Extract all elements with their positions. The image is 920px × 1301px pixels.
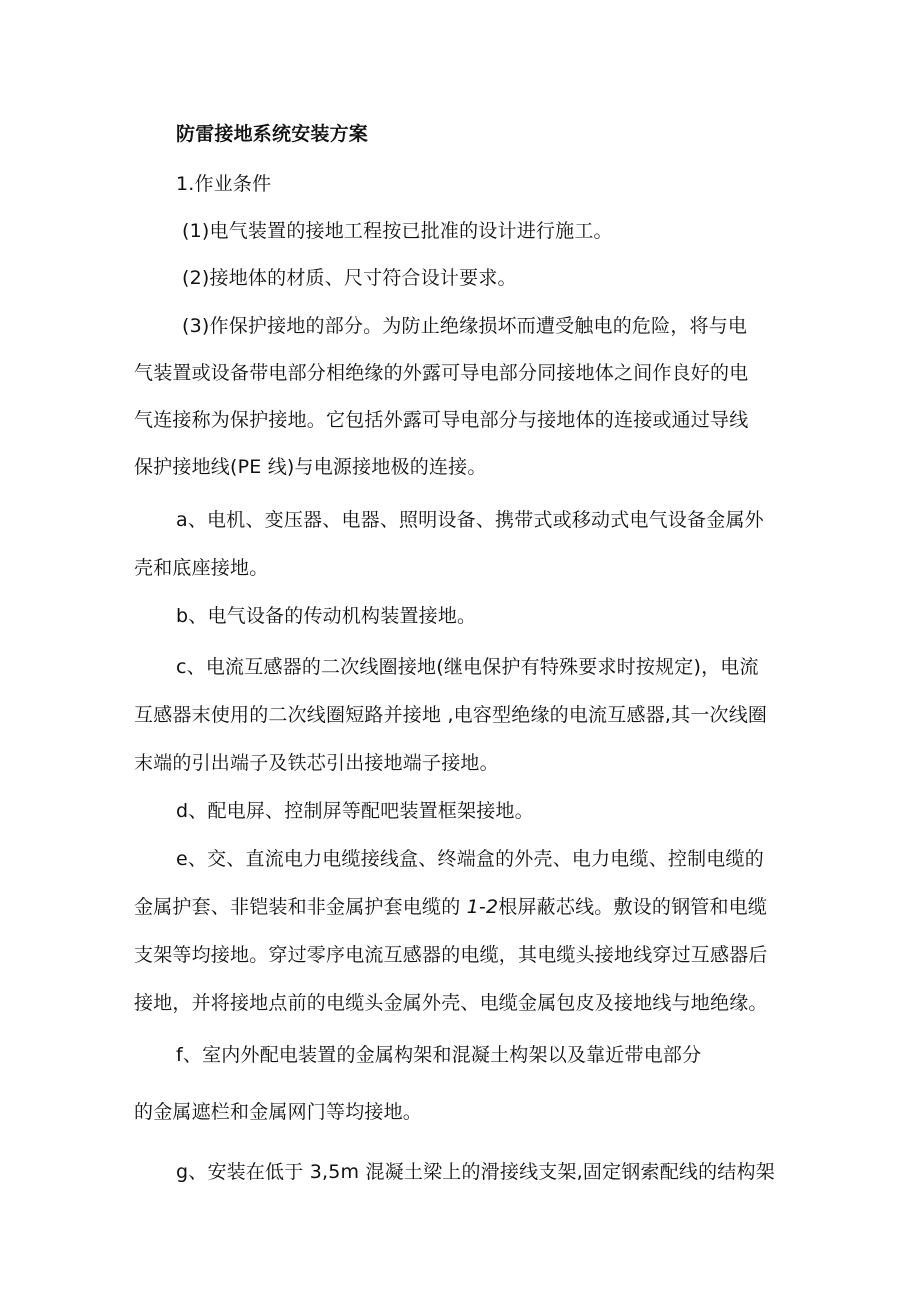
list-item-e-line (134, 895, 767, 919)
document-title: 防雷接地系统安装方案 (176, 123, 369, 145)
list-item-c-line: c、电流互感器的二次线圈接地(继电保护有特殊要求时按规定)，电流 (176, 656, 759, 678)
list-item-c-line: 末端的引出端子及铁芯引出接地端子接地。 (134, 752, 499, 774)
list-item-f-line: f、室内外配电装置的金属构架和混凝土构架以及靠近带电部分 (176, 1044, 702, 1066)
list-item-a-line: a、电机、变压器、电器、照明设备、携带式或移动式电气设备金属外 (176, 509, 764, 531)
list-item-e-line: e、交、直流电力电缆接线盒、终端盒的外壳、电力电缆、控制电缆的 (176, 848, 764, 870)
list-item-e-line: 支架等均接地。穿过零序电流互感器的电缆，其电缆头接地线穿过互感器后 (134, 944, 768, 966)
list-item-f-line: 的金属遮栏和金属网门等均接地。 (134, 1101, 423, 1123)
list-item-e-italic-text: 1-2 (466, 896, 499, 918)
list-item-d: d、配电屏、控制屏等配吧装置框架接地。 (176, 800, 534, 822)
paragraph-item-3-line: 气装置或设备带电部分相绝缘的外露可导电部分同接地体之间作良好的电 (134, 362, 749, 384)
paragraph-item-3-line: 保护接地线(PE 线)与电源接地极的连接。 (134, 456, 487, 478)
list-item-g-line: g、安装在低于 3,5m 混凝土梁上的滑接线支架,固定钢索配线的结构架 (176, 1161, 775, 1183)
list-item-e-text: 根屏蔽芯线。敷设的钢管和电缆 (498, 896, 768, 918)
paragraph-item-1: (1)电气装置的接地工程按已批准的设计进行施工。 (182, 220, 613, 242)
list-item-a-line: 壳和底座接地。 (134, 557, 269, 579)
list-item-b: b、电气设备的传动机构装置接地。 (176, 605, 477, 627)
section-heading: 1.作业条件 (176, 173, 272, 195)
paragraph-item-3-line: 气连接称为保护接地。它包括外露可导电部分与接地体的连接或通过导线 (134, 409, 749, 431)
paragraph-item-2: (2)接地体的材质、尺寸符合设计要求。 (182, 267, 517, 289)
list-item-c-line: 互感器末使用的二次线圈短路并接地 ,电容型绝缘的电流互感器,其一次线圈 (134, 704, 768, 726)
list-item-e-line: 接地，并将接地点前的电缆头金属外壳、电缆金属包皮及接地线与地绝缘。 (134, 992, 768, 1014)
paragraph-item-3-line: (3)作保护接地的部分。为防止绝缘损坏而遭受触电的危险，将与电 (182, 315, 748, 337)
list-item-e-text: 金属护套、非铠装和非金属护套电缆的 (134, 896, 467, 918)
